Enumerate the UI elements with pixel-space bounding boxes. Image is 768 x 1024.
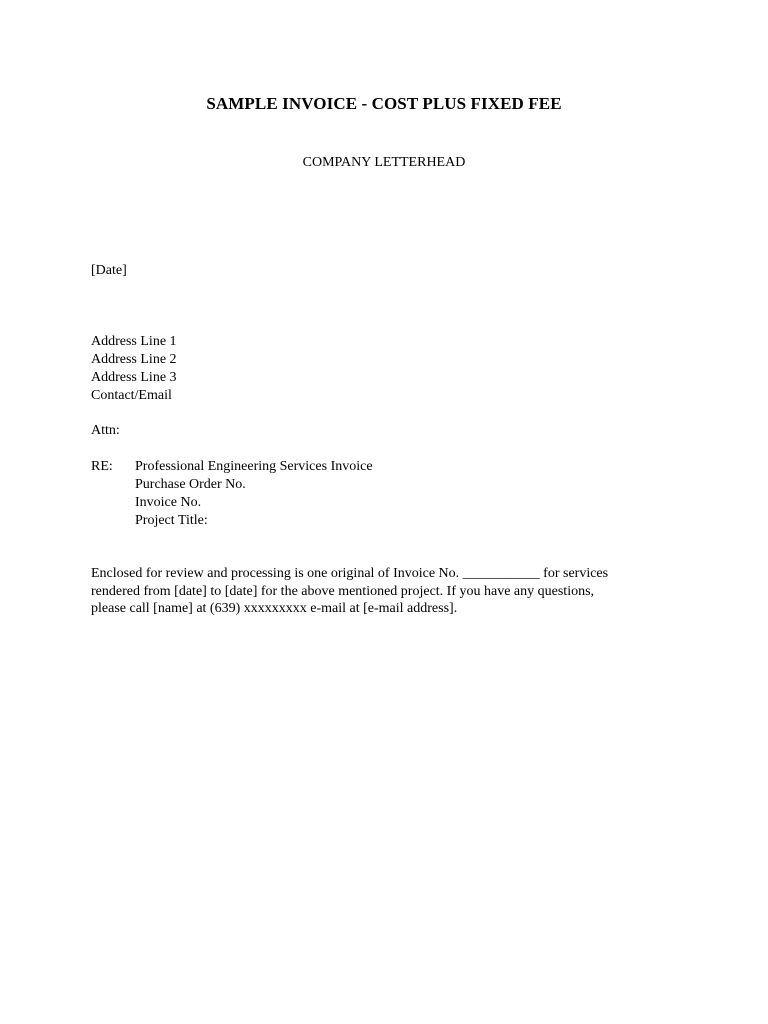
body-line-3: please call [name] at (639) xxxxxxxxx e-mail at [e-mail address]. xyxy=(91,601,458,616)
re-label: RE: xyxy=(91,459,113,474)
company-letterhead: COMPANY LETTERHEAD xyxy=(302,155,466,170)
attn-line: Attn: xyxy=(91,423,120,438)
date-placeholder: [Date] xyxy=(91,263,127,278)
address-line-3: Address Line 3 xyxy=(91,370,177,385)
re-project-title: Project Title: xyxy=(135,513,208,528)
contact-email: Contact/Email xyxy=(91,388,172,403)
body-line-2: rendered from [date] to [date] for the above mentioned project. If you have any questions, xyxy=(91,583,595,599)
re-purchase-order: Purchase Order No. xyxy=(135,477,246,492)
document-title: SAMPLE INVOICE - COST PLUS FIXED FEE xyxy=(206,94,562,113)
re-block xyxy=(135,458,373,530)
re-subject: Professional Engineering Services Invoice xyxy=(135,459,373,474)
re-invoice-no: Invoice No. xyxy=(135,495,202,510)
address-line-2: Address Line 2 xyxy=(91,352,177,367)
body-paragraph xyxy=(91,565,681,618)
address-line-1: Address Line 1 xyxy=(91,334,177,349)
body-line-1: Enclosed for review and processing is one original of Invoice No. ___________ for services xyxy=(91,566,609,581)
